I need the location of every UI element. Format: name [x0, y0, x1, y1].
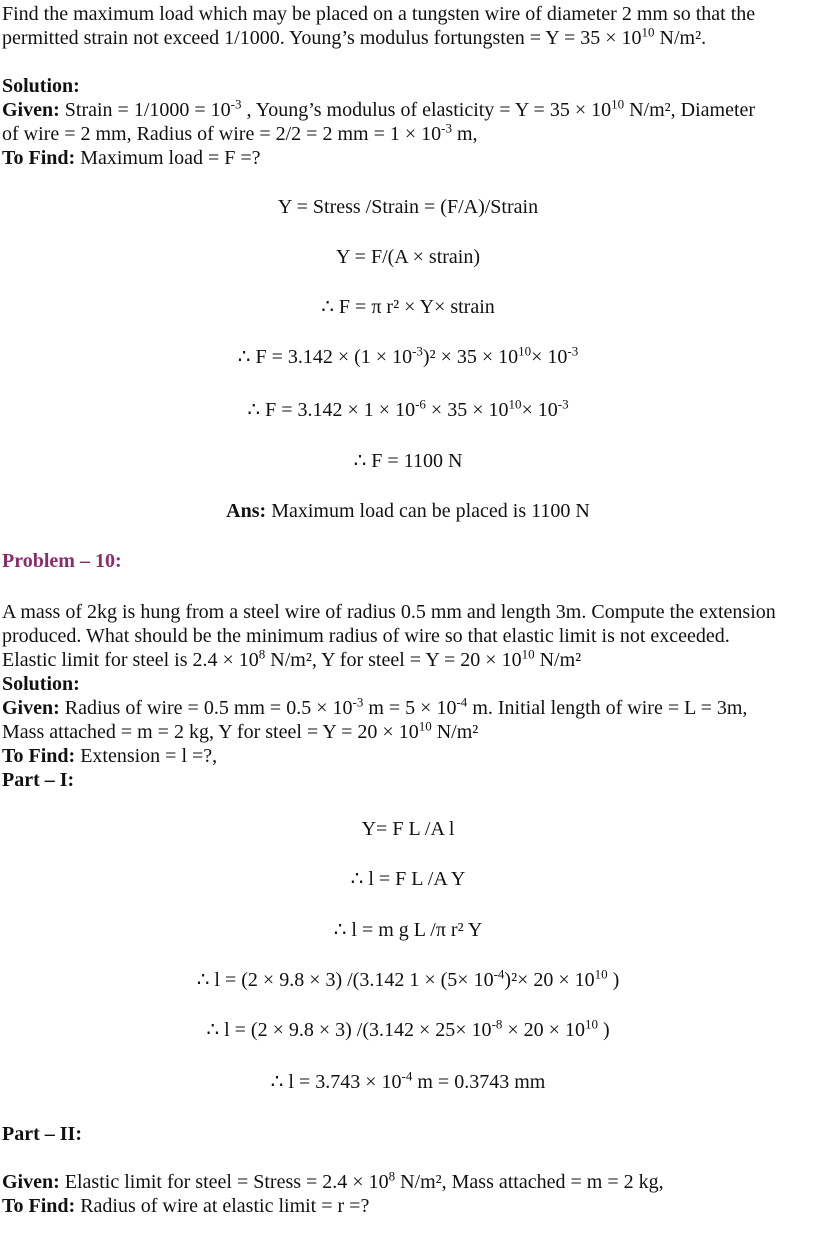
problem10-given-line1: Given: Radius of wire = 0.5 mm = $0.5 \times 10^{-3}$ $m = 5 \times 10^{-4}$ m. Initial length of wire = L = 3m, — [2, 694, 748, 719]
problem10-part2-to-find: To Find: Radius of wire at elastic limit = r =? — [2, 1195, 370, 1217]
problem9-given-line1: Given: Strain = $1/1000 = 10^{-3}$ , Young’s modulus of elasticity = $Y = 35 \times 10^{10}$ N/m², Diameter — [2, 96, 756, 121]
problem10-statement-line1: A mass of 2kg is hung from a steel wire of radius 0.5 mm and length 3m. Compute the extension — [2, 601, 776, 623]
problem9-to-find: To Find: Maximum load = F =? — [2, 147, 261, 169]
problem10-equation-2: ∴ l = F L /A Y — [350, 868, 466, 890]
problem9-equation-1: Y = Stress /Strain = (F/A)/Strain — [277, 196, 539, 218]
problem9-solution-label: Solution: — [2, 75, 80, 97]
problem9-given-line2: of wire = 2 mm, Radius of wire = 2/2 = 2 mm = $1 \times 10^{-3}$ m, — [2, 120, 478, 145]
problem9-equation-5: ∴ $F = 3.142 \times 1 \times 10^{-6} \times 35 \times 10^{10}\times 10^{-3}$ — [247, 396, 569, 421]
problem9-answer: Ans: Maximum load can be placed is 1100 N — [226, 500, 590, 522]
problem10-part1-label: Part – I: — [2, 769, 75, 791]
problem10-given-line2: Mass attached = m = 2 kg, Y for steel = $Y = 20 \times 10^{10}$ N/m² — [2, 718, 479, 743]
problem10-equation-5: ∴ l = (2 × 9.8 × 3) $/(3.142 \times 25\times 10^{-8} \times 20 \times 10^{10}$ ) — [206, 1016, 610, 1041]
problem9-equation-2: Y = F/(A × strain) — [335, 246, 481, 268]
problem10-part2-given: Given: Elastic limit for steel = Stress = $2.4 \times 10^8$ N/m², Mass attached = m = 2 kg, — [2, 1168, 664, 1193]
problem10-part2-label: Part – II: — [2, 1123, 82, 1145]
problem10-statement-line2: produced. What should be the minimum radius of wire so that elastic limit is not exceeded. — [2, 625, 730, 647]
problem10-solution-label: Solution: — [2, 673, 80, 695]
problem10-statement-line3: Elastic limit for steel is $2.4 \times 10^8$ N/m², Y for steel = $Y = 20 \times 10^{10}$ N/m² — [2, 646, 582, 671]
problem10-equation-1: Y= F L /A l — [361, 818, 455, 840]
problem10-equation-6: ∴ $l = 3.743 \times 10^{-4}$ m = 0.3743 mm — [270, 1068, 546, 1093]
problem10-to-find: To Find: Extension = l =?, — [2, 745, 218, 767]
problem10-equation-4: ∴ l = (2 × 9.8 × 3) /(3.142 $1 \times (5\times 10^{-4})^2\times 20 \times 10^{10}$ ) — [196, 966, 620, 991]
problem9-equation-4: ∴ $F = 3.142 \times (1 \times 10^{-3})^2 \times 35 \times 10^{10}\times 10^{-3}$ — [237, 343, 579, 368]
problem10-title: Problem – 10: — [2, 550, 122, 572]
problem10-equation-3: ∴ l = m g L /π r² Y — [333, 919, 483, 941]
problem9-statement-line1: Find the maximum load which may be placed on a tungsten wire of diameter 2 mm so that the — [2, 3, 756, 25]
problem9-equation-6: ∴ F = 1100 N — [353, 450, 463, 472]
problem9-equation-3: ∴ F = π r² × Y× strain — [321, 296, 495, 318]
problem9-statement-line2: permitted strain not exceed 1/1000. Young’s modulus fortungsten = $Y = 35 \times 10^{10}$ N/m². — [2, 24, 707, 49]
